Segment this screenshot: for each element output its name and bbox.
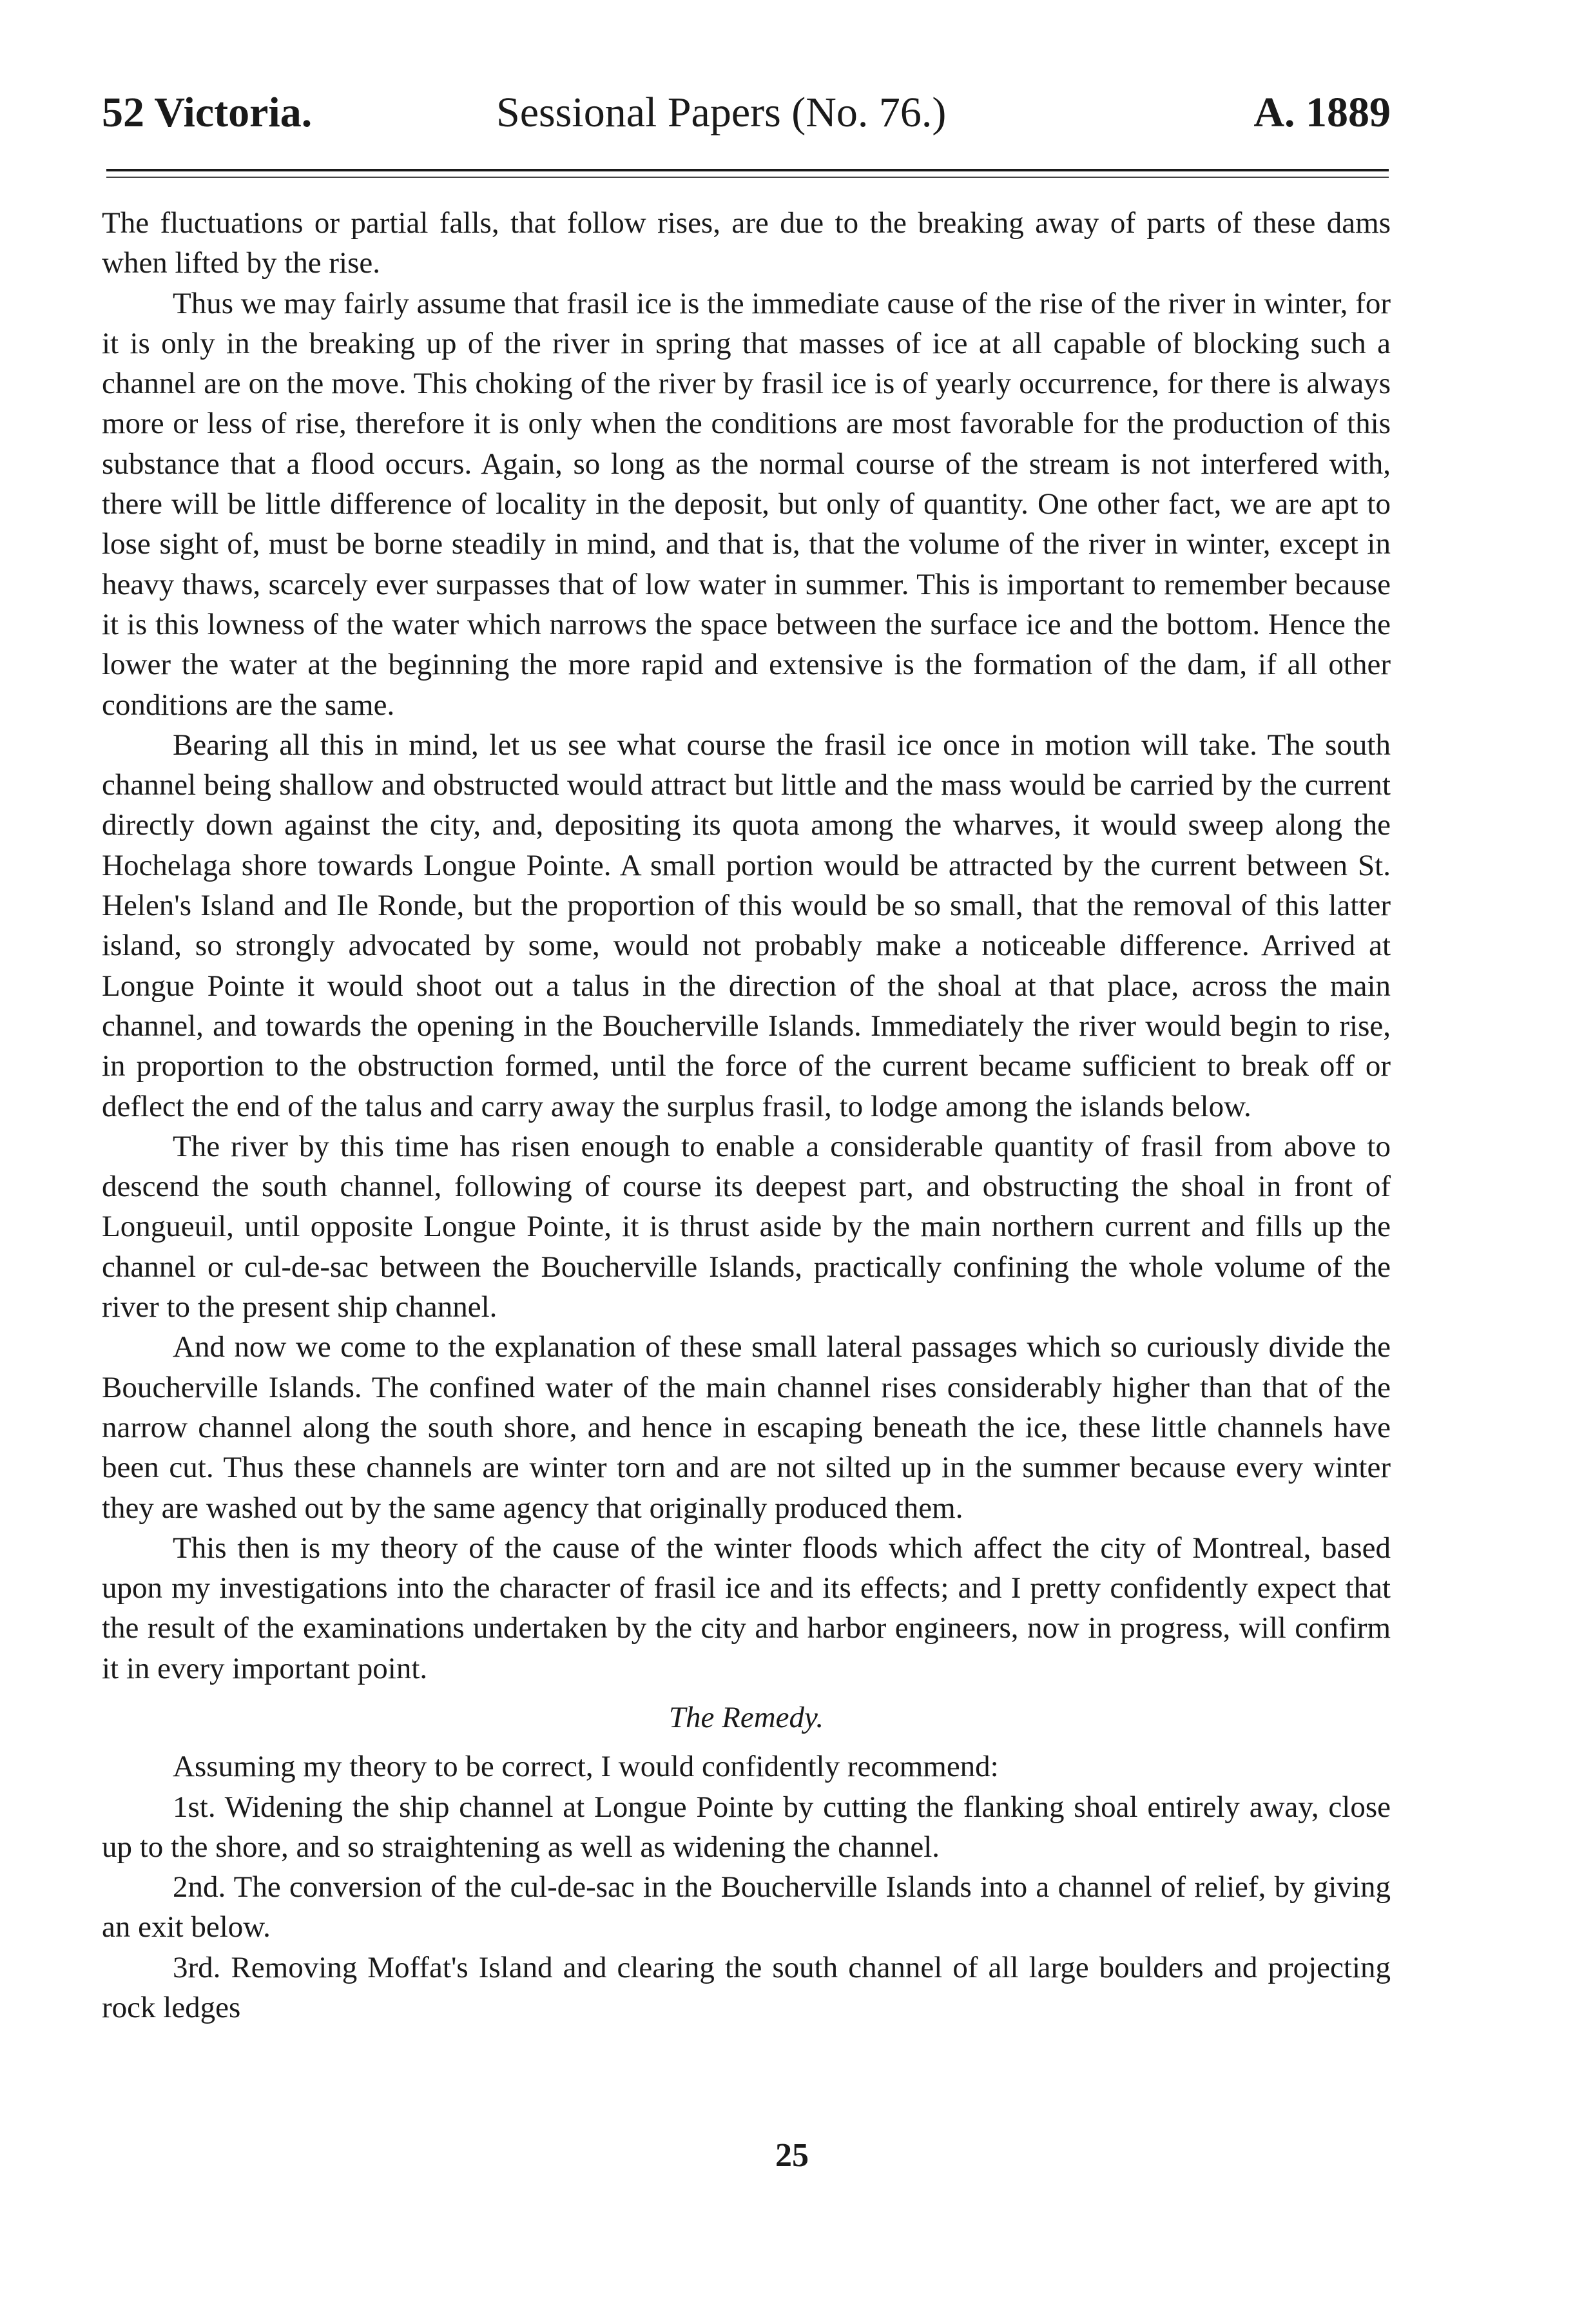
paragraph: The fluctuations or partial falls, that follow rises, are due to the breaking away of parts of these dams when lifted by the rise. xyxy=(102,206,1391,280)
page-number: 25 xyxy=(775,2137,809,2174)
paragraph: This then is my theory of the cause of the winter floods which affect the city of Montreal, based upon my investigations into the character of frasil ice and its effects; and I pretty confidently expect that the result of the examinations undertaken by the city and harbor engineers, now in progress, will confirm it in every important point. xyxy=(102,1531,1391,1685)
body-text xyxy=(102,203,1391,2028)
paragraph: And now we come to the explanation of these small lateral passages which so curiously divide the Boucherville Islands. The confined water of the main channel rises considerably higher than that of the narrow channel along the south shore, and hence in escaping beneath the ice, these little channels have been cut. Thus these channels are winter torn and are not silted up in the summer because every winter they are washed out by the same agency that originally produced them. xyxy=(102,1330,1391,1525)
list-item: 2nd. The conversion of the cul-de-sac in the Boucherville Islands into a channel of relief, by giving an exit below. xyxy=(102,1870,1391,1944)
remedy-list xyxy=(102,1747,1391,2028)
header-rule xyxy=(106,169,1389,171)
remedy-intro: Assuming my theory to be correct, I would confidently recommend: xyxy=(173,1750,999,1784)
header-series-title: Sessional Papers (No. 76.) xyxy=(496,89,947,136)
header-rule-thin xyxy=(106,177,1389,178)
running-header xyxy=(102,77,1391,148)
list-item: 1st. Widening the ship channel at Longue Pointe by cutting the flanking shoal entirely away, close up to the shore, and so straightening as well as widening the channel. xyxy=(102,1790,1391,1864)
header-year: A. 1889 xyxy=(1253,89,1391,136)
paragraph: Thus we may fairly assume that frasil ice is the immediate cause of the rise of the river in winter, for it is only in the breaking up of the river in spring that masses of ice at all capable of blocking such a channel are on the move. This choking of the river by frasil ice is of yearly occurrence, for there is always more or less of rise, therefore it is only when the conditions are most favorable for the production of this substance that a flood occurs. Again, so long as the normal course of the stream is not interfered with, there will be little difference of locality in the deposit, but only of quantity. One other fact, we are apt to lose sight of, must be borne steadily in mind, and that is, that the volume of the river in winter, except in heavy thaws, scarcely ever surpasses that of low water in summer. This is important to remember because it is this lowness of the water which narrows the space between the surface ice and the bottom. Hence the lower the water at the beginning the more rapid and extensive is the formation of the dam, if all other conditions are the same. xyxy=(102,286,1391,722)
paragraph: Bearing all this in mind, let us see what course the frasil ice once in motion will take. The south channel being shallow and obstructed would attract but little and the mass would be carried by the current directly down against the city, and, depositing its quota among the wharves, it would sweep along the Hochelaga shore towards Longue Pointe. A small portion would be attracted by the current between St. Helen's Island and Ile Ronde, but the proportion of this would be so small, that the removal of this latter island, so strongly advocated by some, would not probably make a noticeable difference. Arrived at Longue Pointe it would shoot out a talus in the direction of the shoal at that place, across the main channel, and towards the opening in the Boucherville Islands. Immediately the river would begin to rise, in proportion to the obstruction formed, until the force of the current became sufficient to break off or deflect the end of the talus and carry away the surplus frasil, to lodge among the islands below. xyxy=(102,728,1391,1123)
section-heading: The Remedy. xyxy=(668,1700,824,1734)
header-volume: 52 Victoria. xyxy=(102,89,313,136)
list-item: 3rd. Removing Moffat's Island and clearing the south channel of all large boulders and projecting rock ledges xyxy=(102,1950,1391,2025)
paragraph: The river by this time has risen enough to enable a considerable quantity of frasil from above to descend the south channel, following of course its deepest part, and obstructing the shoal in front of Longueuil, until opposite Longue Pointe, it is thrust aside by the main northern current and fills up the channel or cul-de-sac between the Boucherville Islands, practically confining the whole volume of the river to the present ship channel. xyxy=(102,1129,1391,1324)
